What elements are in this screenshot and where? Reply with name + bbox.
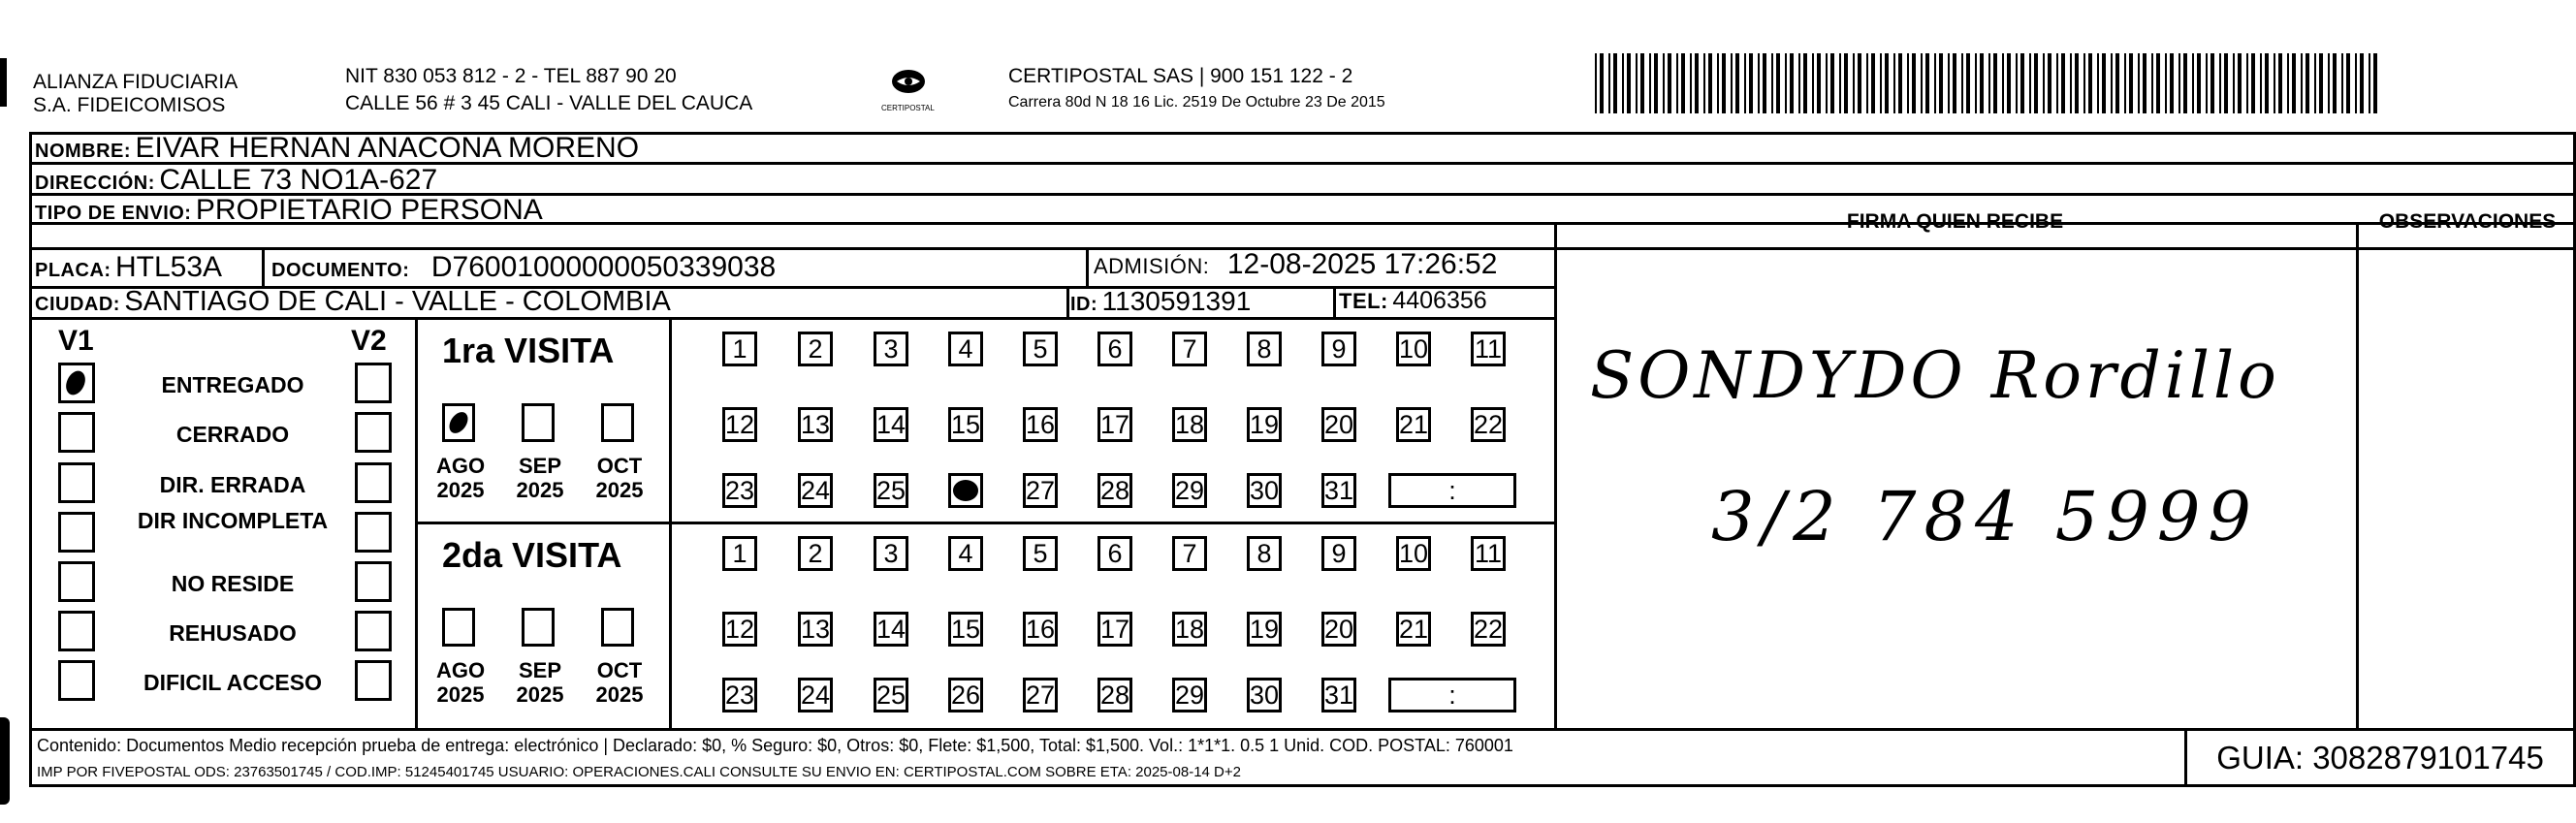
- day-checkbox[interactable]: [948, 473, 983, 508]
- month-label: OCT: [596, 454, 643, 478]
- month-label: AGO: [435, 454, 486, 478]
- status-label: REHUSADO: [169, 620, 297, 646]
- year-label: 2025: [436, 478, 485, 502]
- ciudad-value: SANTIAGO DE CALI - VALLE - COLOMBIA: [124, 286, 671, 317]
- day-checkbox[interactable]: 25: [874, 473, 908, 508]
- day-checkbox[interactable]: 30: [1247, 678, 1282, 712]
- month-checkbox[interactable]: [442, 608, 475, 647]
- day-checkbox[interactable]: 19: [1247, 612, 1282, 647]
- signature-phone: 3/2 784 5999: [1711, 477, 2259, 556]
- nombre-row: [35, 134, 639, 163]
- status-label: DIR. ERRADA: [159, 472, 306, 497]
- placa-value: HTL53A: [115, 251, 223, 283]
- day-checkbox[interactable]: 16: [1023, 407, 1058, 442]
- day-checkbox[interactable]: 27: [1023, 473, 1058, 508]
- year-label: 2025: [436, 682, 485, 707]
- month-label: AGO: [435, 658, 486, 682]
- day-checkbox[interactable]: 2: [798, 536, 833, 571]
- v2-checkbox[interactable]: [355, 462, 392, 503]
- day-checkbox[interactable]: 27: [1023, 678, 1058, 712]
- sender-company-line2: S.A. FIDEICOMISOS: [33, 94, 226, 116]
- ciudad-label: CIUDAD:: [35, 294, 120, 315]
- direccion-label: DIRECCIÓN:: [35, 173, 155, 194]
- day-checkbox[interactable]: 21: [1396, 407, 1431, 442]
- status-label: CERRADO: [175, 422, 290, 447]
- month-label: SEP: [518, 658, 562, 682]
- month-label: OCT: [596, 658, 643, 682]
- month-checkbox[interactable]: [522, 608, 555, 647]
- visit-title: 1ra VISITA: [442, 331, 615, 370]
- tel-value: 4406356: [1392, 287, 1487, 314]
- id-value: 1130591391: [1101, 286, 1252, 316]
- day-checkbox[interactable]: 12: [722, 407, 757, 442]
- day-checkbox[interactable]: 17: [1097, 407, 1132, 442]
- day-checkbox[interactable]: 31: [1321, 473, 1356, 508]
- month-checkbox[interactable]: [601, 608, 634, 647]
- day-checkbox[interactable]: 17: [1097, 612, 1132, 647]
- day-checkbox[interactable]: 6: [1097, 536, 1132, 571]
- v1-checkbox[interactable]: [58, 561, 95, 602]
- documento-value: D76001000000050339038: [430, 251, 777, 283]
- guia-number: GUIA: 3082879101745: [2216, 740, 2544, 776]
- month-label: SEP: [518, 454, 562, 478]
- day-checkbox[interactable]: 3: [874, 332, 908, 366]
- firma-header: FIRMA QUIEN RECIBE: [1846, 210, 2064, 233]
- ciudad-row: [35, 288, 671, 316]
- tipo-envio-row: [35, 196, 543, 225]
- tel-label: TEL:: [1339, 289, 1388, 313]
- certipostal-logo: [877, 64, 939, 116]
- v2-checkbox[interactable]: [355, 611, 392, 651]
- v1-checkbox[interactable]: [58, 462, 95, 503]
- footer-impresion: IMP POR FIVEPOSTAL ODS: 23763501745 / COD.IMP: 51245401745 USUARIO: OPERACIONES.CALI CONSULTE SU ENVIO EN: CERTIPOSTAL.COM SOBRE ETA: 2025-08-14 D+2: [37, 764, 1241, 780]
- check-mark-icon: [445, 406, 472, 439]
- day-checkbox[interactable]: 21: [1396, 612, 1431, 647]
- sender-nit: NIT 830 053 812 - 2 - TEL 887 90 20: [345, 65, 677, 87]
- day-checkbox[interactable]: 1: [722, 536, 757, 571]
- day-checkbox[interactable]: 9: [1321, 332, 1356, 366]
- day-checkbox[interactable]: 23: [722, 678, 757, 712]
- day-checkbox[interactable]: 13: [798, 407, 833, 442]
- nombre-label: NOMBRE:: [35, 141, 132, 162]
- check-mark-icon: [61, 365, 92, 400]
- visit-title: 2da VISITA: [442, 535, 622, 575]
- v2-checkbox[interactable]: [355, 512, 392, 553]
- day-checkbox[interactable]: 26: [948, 678, 983, 712]
- day-checkbox[interactable]: 31: [1321, 678, 1356, 712]
- admision-row: [1094, 250, 1497, 279]
- day-checkbox[interactable]: 15: [948, 407, 983, 442]
- day-checkbox[interactable]: 7: [1172, 332, 1207, 366]
- footer-contenido: Contenido: Documentos Medio recepción prueba de entrega: electrónico | Declarado: $0, % Seguro: $0, Otros: $0, Flete: $1,500, Total: $1,500. Vol.: 1*1*1. 0.5 1 Unid. COD. POSTAL: 760001: [37, 736, 1513, 755]
- v1-checkbox[interactable]: [58, 412, 95, 453]
- v1-checkbox[interactable]: [58, 363, 95, 403]
- day-checkbox[interactable]: 22: [1471, 407, 1506, 442]
- day-checkbox[interactable]: 20: [1321, 612, 1356, 647]
- carrier-license: Carrera 80d N 18 16 Lic. 2519 De Octubre 23 De 2015: [1008, 94, 1385, 111]
- v2-checkbox[interactable]: [355, 660, 392, 701]
- day-checkbox[interactable]: 6: [1097, 332, 1132, 366]
- day-checkbox[interactable]: 20: [1321, 407, 1356, 442]
- day-checkbox[interactable]: 18: [1172, 612, 1207, 647]
- tel-row: [1339, 289, 1487, 313]
- day-checkbox[interactable]: 1: [722, 332, 757, 366]
- day-checkbox[interactable]: 10: [1396, 332, 1431, 366]
- day-checkbox[interactable]: 29: [1172, 678, 1207, 712]
- year-label: 2025: [516, 478, 564, 502]
- day-checkbox[interactable]: 12: [722, 612, 757, 647]
- placa-label: PLACA:: [35, 260, 111, 281]
- admision-value: 12-08-2025 17:26:52: [1226, 248, 1498, 280]
- day-checkbox[interactable]: 28: [1097, 678, 1132, 712]
- year-label: 2025: [595, 682, 644, 707]
- day-checkbox[interactable]: 4: [948, 536, 983, 571]
- margin-mark: [0, 58, 7, 107]
- month-checkbox[interactable]: [442, 403, 475, 442]
- day-checkbox[interactable]: 15: [948, 612, 983, 647]
- signature-name: SONDYDO Rordillo: [1590, 338, 2280, 413]
- v2-checkbox[interactable]: [355, 561, 392, 602]
- carrier-name: CERTIPOSTAL SAS | 900 151 122 - 2: [1008, 65, 1353, 87]
- v2-checkbox[interactable]: [355, 363, 392, 403]
- admision-label: ADMISIÓN:: [1094, 254, 1210, 278]
- documento-row: [271, 253, 776, 282]
- v2-checkbox[interactable]: [355, 412, 392, 453]
- day-checkbox[interactable]: 25: [874, 678, 908, 712]
- day-checkbox[interactable]: 3: [874, 536, 908, 571]
- day-checkbox[interactable]: 30: [1247, 473, 1282, 508]
- day-checkbox[interactable]: 8: [1247, 332, 1282, 366]
- direccion-row: [35, 166, 437, 195]
- day-checkbox[interactable]: 11: [1471, 536, 1506, 571]
- day-checkbox[interactable]: 16: [1023, 612, 1058, 647]
- logo-text: CERTIPOSTAL: [881, 104, 935, 112]
- day-checkbox[interactable]: 24: [798, 473, 833, 508]
- day-checkbox[interactable]: 8: [1247, 536, 1282, 571]
- v1-checkbox[interactable]: [58, 512, 95, 553]
- day-checkbox[interactable]: 4: [948, 332, 983, 366]
- day-checkbox[interactable]: 5: [1023, 536, 1058, 571]
- month-checkbox[interactable]: [522, 403, 555, 442]
- month-checkbox[interactable]: [601, 403, 634, 442]
- v2-label: V2: [351, 325, 387, 357]
- year-label: 2025: [516, 682, 564, 707]
- placa-row: [35, 253, 222, 282]
- tipo-envio-label: TIPO DE ENVIO:: [35, 203, 192, 224]
- v1-label: V1: [58, 325, 94, 357]
- v1-checkbox[interactable]: [58, 611, 95, 651]
- day-checkbox[interactable]: 13: [798, 612, 833, 647]
- check-mark-icon: [951, 476, 980, 505]
- day-checkbox[interactable]: 14: [874, 407, 908, 442]
- barcode: [1595, 53, 2380, 113]
- day-checkbox[interactable]: 18: [1172, 407, 1207, 442]
- tipo-envio-value: PROPIETARIO PERSONA: [195, 194, 543, 226]
- day-checkbox[interactable]: 29: [1172, 473, 1207, 508]
- day-checkbox[interactable]: 9: [1321, 536, 1356, 571]
- status-label: ENTREGADO: [161, 372, 304, 397]
- direccion-value: CALLE 73 NO1A-627: [159, 164, 438, 196]
- status-label: NO RESIDE: [171, 571, 295, 596]
- nombre-value: EIVAR HERNAN ANACONA MORENO: [135, 132, 640, 164]
- documento-label: DOCUMENTO:: [271, 260, 410, 281]
- time-field[interactable]: :: [1388, 678, 1516, 712]
- day-checkbox[interactable]: 23: [722, 473, 757, 508]
- day-checkbox[interactable]: 22: [1471, 612, 1506, 647]
- status-label: DIFICIL ACCESO: [143, 670, 322, 695]
- day-checkbox[interactable]: 2: [798, 332, 833, 366]
- day-checkbox[interactable]: 7: [1172, 536, 1207, 571]
- day-checkbox[interactable]: 19: [1247, 407, 1282, 442]
- barcode-icon: [1595, 53, 2380, 113]
- id-label: ID:: [1070, 294, 1098, 315]
- day-checkbox[interactable]: 28: [1097, 473, 1132, 508]
- sender-company-line1: ALIANZA FIDUCIARIA: [33, 71, 239, 93]
- day-checkbox[interactable]: 24: [798, 678, 833, 712]
- id-row: [1070, 288, 1251, 315]
- day-checkbox[interactable]: 11: [1471, 332, 1506, 366]
- v1-checkbox[interactable]: [58, 660, 95, 701]
- day-checkbox[interactable]: 5: [1023, 332, 1058, 366]
- sender-address: CALLE 56 # 3 45 CALI - VALLE DEL CAUCA: [345, 92, 753, 114]
- margin-mark: [0, 717, 10, 805]
- year-label: 2025: [595, 478, 644, 502]
- day-checkbox[interactable]: 14: [874, 612, 908, 647]
- day-checkbox[interactable]: 10: [1396, 536, 1431, 571]
- time-field[interactable]: :: [1388, 473, 1516, 508]
- status-label: DIR INCOMPLETA: [137, 508, 329, 533]
- observaciones-header: OBSERVACIONES: [2378, 210, 2557, 233]
